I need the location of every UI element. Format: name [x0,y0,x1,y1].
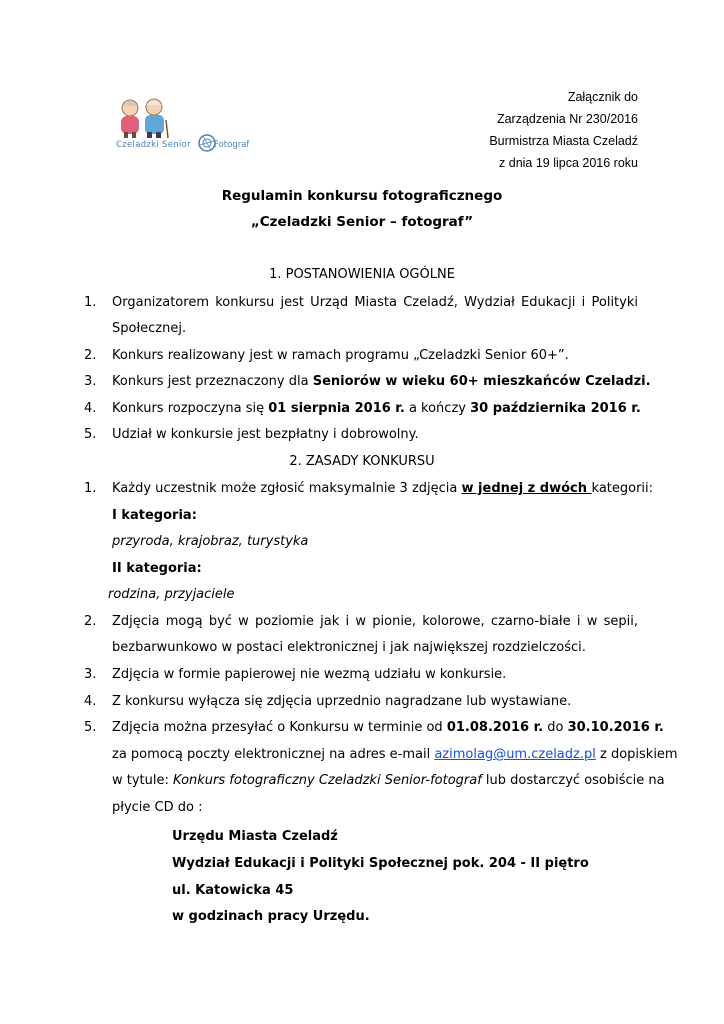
s2-item-3-num: 3. [84,667,97,682]
s1-item-3-pre: Konkurs jest przeznaczony dla [112,374,313,389]
attachment-line-2: Zarządzenia Nr 230/2016 [496,112,638,126]
logo [108,96,258,162]
s2-item-1-post: kategorii: [591,481,654,496]
s1-item-4-end-date: 30 października 2016 r. [470,401,641,416]
attachment-line-4: z dnia 19 lipca 2016 roku [499,156,638,170]
s2-item-5-l3-italic: Konkurs fotograficzny Czeladzki Senior-fotograf [173,773,482,788]
doc-title-line-2: „Czeladzki Senior – fotograf” [250,214,474,230]
s2-item-5-line-4: płycie CD do : [112,800,203,815]
section-2-heading: 2. ZASADY KONKURSU [289,454,435,469]
s2-item-1-pre: Każdy uczestnik może zgłosić maksymalnie 3 zdjęcia [112,481,462,496]
s2-item-2-line-2: bezbarwunkowo w postaci elektronicznej i jak największej rozdzielczości. [112,640,586,655]
s1-item-1-num: 1. [84,295,97,310]
s2-item-5-l3-pre: w tytule: [112,773,174,788]
s2-item-5-line-2 [112,747,678,762]
s1-item-1-line-2: Społecznej. [112,321,187,336]
address-line-4: w godzinach pracy Urzędu. [172,909,370,924]
s2-item-4-text: Z konkursu wyłącza się zdjęcia uprzednio nagradzane lub wystawiane. [112,694,572,709]
s2-item-5-end-date: 30.10.2016 r. [567,720,664,735]
s1-item-4-mid: a kończy [404,401,471,416]
s1-item-4-num: 4. [84,401,97,416]
s1-item-4 [112,401,641,416]
s1-item-3-bold: Seniorów w wieku 60+ mieszkańców Czeladzi. [312,374,651,389]
s2-item-5-l2-post: z dopiskiem [595,747,678,762]
attachment-line-3: Burmistrza Miasta Czeladź [489,134,638,148]
s2-item-1 [112,481,654,496]
s1-item-5-num: 5. [84,427,97,442]
seniors-illustration-icon [108,96,258,162]
address-line-2: Wydział Edukacji i Polityki Społecznej pok. 204 - II piętro [172,856,589,871]
s2-item-5-num: 5. [84,720,97,735]
s2-item-1-underline: w jednej z dwóch [461,481,592,496]
s1-item-2-num: 2. [84,348,97,363]
category-2-label: II kategoria: [112,561,202,576]
s2-item-2-line-1: Zdjęcia mogą być w poziomie jak i w pionie, kolorowe, czarno-białe i w sepii, [112,614,638,629]
s1-item-1-line-1: Organizatorem konkursu jest Urząd Miasta Czeladź, Wydział Edukacji i Polityki [112,295,638,310]
category-2-text: rodzina, przyjaciele [108,587,235,602]
section-1-heading: 1. POSTANOWIENIA OGÓLNE [269,267,455,282]
s2-item-1-num: 1. [84,481,97,496]
logo-text-right: Fotograf [214,140,250,150]
s2-item-5-line-1 [112,720,664,735]
category-1-text: przyroda, krajobraz, turystyka [112,534,309,549]
attachment-note [489,86,638,174]
s2-item-5-l1-pre: Zdjęcia można przesyłać o Konkursu w terminie od [112,720,447,735]
s2-item-5-l2-pre: za pomocą poczty elektronicznej na adres e-mail [112,747,435,762]
s2-item-4-num: 4. [84,694,97,709]
s2-item-2-num: 2. [84,614,97,629]
logo-text-left: Czeladzki Senior [116,140,191,150]
address-line-3: ul. Katowicka 45 [172,883,294,898]
s1-item-3 [112,374,651,389]
s1-item-2-text: Konkurs realizowany jest w ramach programu „Czeladzki Senior 60+”. [112,348,569,363]
category-1-label: I kategoria: [112,508,197,523]
s1-item-4-start-date: 01 sierpnia 2016 r. [268,401,405,416]
doc-title-line-1: Regulamin konkursu fotograficznego [221,188,503,204]
s1-item-3-num: 3. [84,374,97,389]
attachment-line-1: Załącznik do [567,90,638,104]
s1-item-4-pre: Konkurs rozpoczyna się [112,401,269,416]
s2-item-3-text: Zdjęcia w formie papierowej nie wezmą udziału w konkursie. [112,667,507,682]
s2-item-5-l1-mid: do [543,720,568,735]
address-line-1: Urzędu Miasta Czeladź [172,829,338,844]
s2-item-5-l3-post: lub dostarczyć osobiście na [481,773,665,788]
s1-item-5-text: Udział w konkursie jest bezpłatny i dobrowolny. [112,427,419,442]
s2-item-5-line-3 [112,773,665,788]
email-link[interactable]: azimolag@um.czeladz.pl [434,747,596,762]
s2-item-5-start-date: 01.08.2016 r. [446,720,544,735]
